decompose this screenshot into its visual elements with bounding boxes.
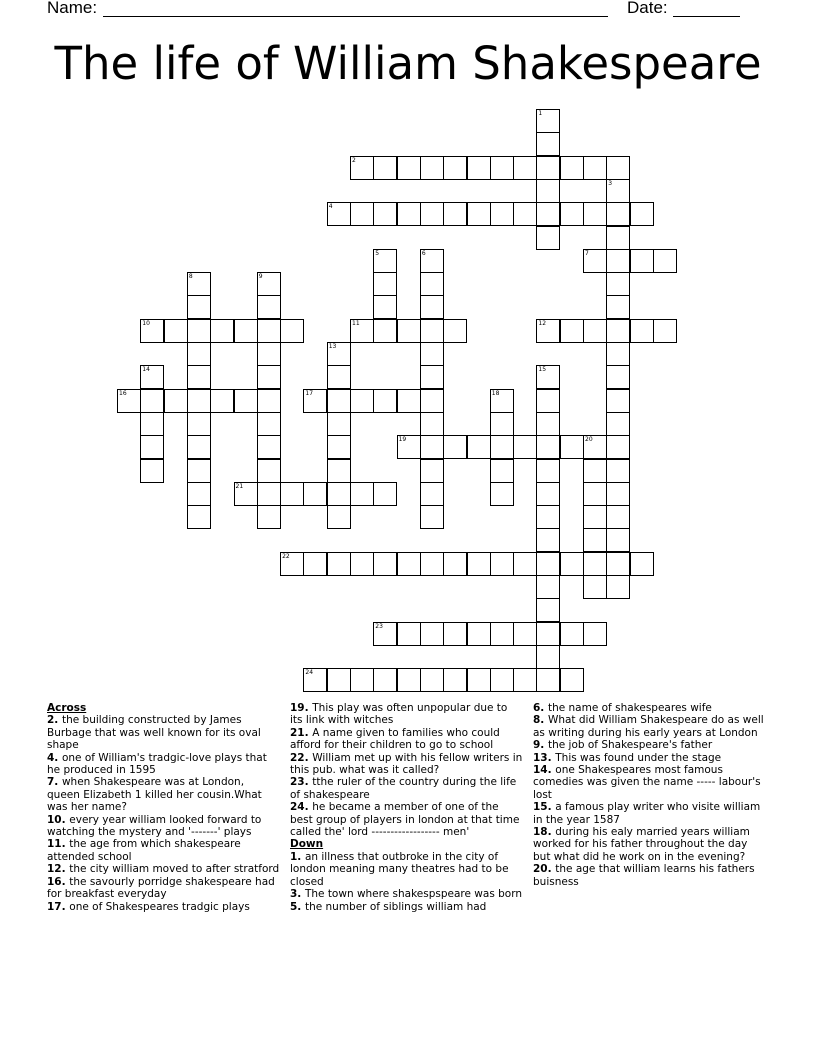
grid-cell[interactable] — [164, 389, 188, 413]
grid-cell[interactable] — [187, 272, 211, 296]
grid-cell[interactable] — [560, 319, 584, 343]
grid-cell[interactable] — [583, 505, 607, 529]
grid-cell[interactable] — [536, 645, 560, 669]
grid-cell[interactable] — [560, 202, 584, 226]
grid-cell[interactable] — [467, 156, 491, 180]
cell-number: 15 — [538, 366, 547, 374]
grid-cell[interactable] — [327, 435, 351, 459]
clue-item: 21. A name given to families who could afford for their children to go to school — [290, 726, 500, 752]
grid-cell[interactable] — [280, 482, 304, 506]
grid-cell[interactable] — [467, 668, 491, 692]
grid-cell[interactable] — [350, 319, 374, 343]
grid-cell[interactable] — [560, 668, 584, 692]
grid-cell[interactable] — [420, 295, 444, 319]
clue-item: 7. when Shakespeare was at London, queen Elizabeth 1 killed her cousin.What was her name? — [47, 776, 262, 814]
grid-cell[interactable] — [490, 622, 514, 646]
grid-cell[interactable] — [373, 156, 397, 180]
grid-cell[interactable] — [187, 342, 211, 366]
grid-cell[interactable] — [420, 482, 444, 506]
grid-cell[interactable] — [583, 156, 607, 180]
grid-cell[interactable] — [140, 319, 164, 343]
grid-cell[interactable] — [490, 668, 514, 692]
grid-cell[interactable] — [350, 389, 374, 413]
grid-cell[interactable] — [606, 202, 630, 226]
grid-cell[interactable] — [257, 342, 281, 366]
grid-cell[interactable] — [373, 552, 397, 576]
cell-number: 10 — [142, 319, 150, 327]
grid-cell[interactable] — [606, 552, 630, 576]
grid-cell[interactable] — [583, 482, 607, 506]
grid-cell[interactable] — [443, 202, 467, 226]
grid-cell[interactable] — [327, 202, 351, 226]
grid-cell[interactable] — [397, 622, 421, 646]
grid-cell[interactable] — [536, 552, 560, 576]
grid-cell[interactable] — [536, 528, 560, 552]
grid-cell[interactable] — [513, 435, 537, 459]
grid-cell[interactable] — [536, 226, 560, 250]
grid-cell[interactable] — [327, 412, 351, 436]
grid-cell[interactable] — [653, 319, 677, 343]
grid-cell[interactable] — [397, 319, 421, 343]
grid-cell[interactable] — [257, 389, 281, 413]
clue-item: 15. a famous play writer who visite william in the year 1587 — [533, 801, 761, 826]
grid-cell[interactable] — [257, 505, 281, 529]
grid-cell[interactable] — [536, 435, 560, 459]
grid-cell[interactable] — [583, 459, 607, 483]
grid-cell[interactable] — [234, 482, 258, 506]
grid-cell[interactable] — [187, 505, 211, 529]
grid-cell[interactable] — [140, 412, 164, 436]
clue-item: 8. What did William Shakespeare do as well as writing during his early years at London — [533, 714, 764, 739]
cell-number: 11 — [352, 319, 360, 327]
grid-cell[interactable] — [606, 459, 630, 483]
grid-cell[interactable] — [606, 342, 630, 366]
grid-cell[interactable] — [420, 668, 444, 692]
grid-cell[interactable] — [327, 668, 351, 692]
grid-cell[interactable] — [490, 412, 514, 436]
grid-cell[interactable] — [513, 668, 537, 692]
grid-cell[interactable] — [140, 389, 164, 413]
grid-cell[interactable] — [490, 482, 514, 506]
grid-cell[interactable] — [420, 389, 444, 413]
grid-cell[interactable] — [350, 552, 374, 576]
clue-item: 12. the city william moved to after stratford — [47, 863, 280, 876]
grid-cell[interactable] — [490, 156, 514, 180]
grid-cell[interactable] — [606, 272, 630, 296]
clue-item: 3. The town where shakespspeare was born — [290, 888, 523, 901]
grid-cell[interactable] — [606, 575, 630, 599]
clue-item: 19. This play was often unpopular due to its link with witches — [290, 702, 508, 727]
grid-cell[interactable] — [443, 622, 467, 646]
grid-cell[interactable] — [257, 319, 281, 343]
grid-cell[interactable] — [536, 598, 560, 622]
grid-cell[interactable] — [373, 389, 397, 413]
grid-cell[interactable] — [373, 668, 397, 692]
cell-number: 20 — [585, 436, 593, 444]
grid-cell[interactable] — [467, 202, 491, 226]
grid-cell[interactable] — [373, 482, 397, 506]
grid-cell[interactable] — [443, 668, 467, 692]
grid-cell[interactable] — [327, 552, 351, 576]
grid-cell[interactable] — [280, 319, 304, 343]
grid-cell[interactable] — [327, 389, 351, 413]
cell-number: 18 — [491, 389, 500, 397]
grid-cell[interactable] — [420, 622, 444, 646]
grid-cell[interactable] — [140, 459, 164, 483]
grid-cell[interactable] — [443, 552, 467, 576]
cell-number: 12 — [538, 319, 547, 327]
grid-cell[interactable] — [420, 505, 444, 529]
clue-item: 17. one of Shakespeares tradgic plays — [47, 900, 250, 913]
grid-cell[interactable] — [187, 319, 211, 343]
grid-cell[interactable] — [536, 482, 560, 506]
grid-cell[interactable] — [420, 365, 444, 389]
grid-cell[interactable] — [234, 389, 258, 413]
grid-cell[interactable] — [350, 156, 374, 180]
clue-column-2 — [290, 702, 523, 913]
grid-cell[interactable] — [490, 389, 514, 413]
grid-cell[interactable] — [536, 132, 560, 156]
grid-cell[interactable] — [210, 389, 234, 413]
grid-cell[interactable] — [234, 319, 258, 343]
grid-cell[interactable] — [397, 389, 421, 413]
grid-cell[interactable] — [257, 459, 281, 483]
grid-cell[interactable] — [140, 365, 164, 389]
grid-cell[interactable] — [513, 156, 537, 180]
grid-cell[interactable] — [490, 459, 514, 483]
grid-cell[interactable] — [257, 412, 281, 436]
grid-cell[interactable] — [583, 528, 607, 552]
grid-cell[interactable] — [327, 365, 351, 389]
grid-cell[interactable] — [327, 482, 351, 506]
grid-cell[interactable] — [443, 319, 467, 343]
clue-item: 4. one of William's tradgic-love plays that he produced in 1595 — [47, 751, 267, 777]
grid-cell[interactable] — [257, 482, 281, 506]
grid-cell[interactable] — [420, 202, 444, 226]
clue-item: 9. the job of Shakespeare's father — [533, 739, 713, 752]
grid-cell[interactable] — [420, 156, 444, 180]
grid-cell[interactable] — [327, 505, 351, 529]
grid-cell[interactable] — [536, 365, 560, 389]
grid-cell[interactable] — [606, 249, 630, 273]
cell-number: 24 — [305, 669, 314, 677]
clue-column-1 — [47, 702, 280, 913]
grid-cell[interactable] — [583, 575, 607, 599]
cell-number: 23 — [375, 622, 383, 630]
grid-cell[interactable] — [187, 482, 211, 506]
grid-cell[interactable] — [536, 109, 560, 133]
cell-number: 19 — [398, 436, 407, 444]
cell-number: 8 — [188, 273, 193, 281]
grid-cell[interactable] — [467, 552, 491, 576]
grid-cell[interactable] — [583, 319, 607, 343]
grid-cell[interactable] — [583, 552, 607, 576]
cell-number: 14 — [142, 366, 150, 374]
grid-cell[interactable] — [583, 202, 607, 226]
grid-cell[interactable] — [536, 412, 560, 436]
clue-column-3 — [533, 702, 766, 888]
clue-item: 14. one Shakespeares most famous comedies was given the name ----- labour's lost — [533, 764, 761, 801]
clue-item: 13. This was found under the stage — [533, 751, 722, 764]
grid-cell[interactable] — [420, 249, 444, 273]
cell-number: 6 — [421, 249, 426, 257]
grid-cell[interactable] — [397, 156, 421, 180]
grid-cell[interactable] — [560, 156, 584, 180]
grid-cell[interactable] — [140, 435, 164, 459]
grid-cell[interactable] — [443, 156, 467, 180]
grid-cell[interactable] — [536, 668, 560, 692]
grid-cell[interactable] — [327, 459, 351, 483]
grid-cell[interactable] — [536, 459, 560, 483]
grid-cell[interactable] — [653, 249, 677, 273]
grid-cell[interactable] — [536, 179, 560, 203]
clue-heading: Across — [47, 702, 87, 714]
grid-cell[interactable] — [536, 319, 560, 343]
grid-cell[interactable] — [443, 435, 467, 459]
grid-cell[interactable] — [350, 482, 374, 506]
grid-cell[interactable] — [257, 435, 281, 459]
grid-cell[interactable] — [513, 202, 537, 226]
name-label: Name: — [47, 0, 98, 17]
grid-cell[interactable] — [350, 202, 374, 226]
cell-number: 9 — [258, 273, 263, 281]
grid-cell[interactable] — [303, 552, 327, 576]
clue-item: 5. the number of siblings william had — [290, 900, 487, 913]
clue-item: 23. tthe ruler of the country during the life of shakespeare — [290, 776, 517, 801]
grid-cell[interactable] — [420, 412, 444, 436]
grid-cell[interactable] — [420, 272, 444, 296]
grid-cell[interactable] — [420, 552, 444, 576]
grid-cell[interactable] — [630, 202, 654, 226]
grid-cell[interactable] — [187, 412, 211, 436]
grid-cell[interactable] — [373, 622, 397, 646]
grid-cell[interactable] — [210, 319, 234, 343]
grid-cell[interactable] — [560, 552, 584, 576]
cell-number: 2 — [352, 156, 356, 164]
grid-cell[interactable] — [630, 552, 654, 576]
clue-item: 20. the age that william learns his fathers buisness — [533, 863, 755, 888]
grid-cell[interactable] — [490, 202, 514, 226]
clue-item: 24. he became a member of one of the best group of players in london at that time called the' lord ------------------ men' — [290, 801, 520, 839]
grid-cell[interactable] — [630, 319, 654, 343]
cell-number: 5 — [375, 249, 380, 257]
grid-cell[interactable] — [257, 365, 281, 389]
grid-cell[interactable] — [536, 505, 560, 529]
grid-cell[interactable] — [303, 389, 327, 413]
cell-number: 22 — [282, 552, 290, 560]
cell-number: 21 — [235, 482, 244, 490]
page-title: The life of William Shakespeare — [54, 37, 762, 90]
grid-cell[interactable] — [606, 319, 630, 343]
grid-cell[interactable] — [303, 668, 327, 692]
clue-heading: Down — [290, 838, 324, 851]
grid-cell[interactable] — [467, 435, 491, 459]
grid-cell[interactable] — [606, 389, 630, 413]
grid-cell[interactable] — [513, 622, 537, 646]
grid-cell[interactable] — [606, 528, 630, 552]
clue-item: 22. William met up with his fellow writers in this pub. what was it called? — [290, 751, 523, 777]
cell-number: 4 — [328, 203, 333, 211]
grid-cell[interactable] — [606, 435, 630, 459]
grid-cell[interactable] — [373, 249, 397, 273]
grid-cell[interactable] — [536, 156, 560, 180]
grid-cell[interactable] — [606, 156, 630, 180]
grid-cell[interactable] — [583, 622, 607, 646]
cell-number: 3 — [608, 179, 613, 187]
grid-cell[interactable] — [560, 622, 584, 646]
grid-cell[interactable] — [257, 295, 281, 319]
cell-number: 13 — [328, 343, 337, 350]
grid-cell[interactable] — [606, 482, 630, 506]
grid-cell[interactable] — [187, 389, 211, 413]
grid-cell[interactable] — [373, 295, 397, 319]
grid-cell[interactable] — [606, 412, 630, 436]
grid-cell[interactable] — [420, 435, 444, 459]
grid-cell[interactable] — [606, 365, 630, 389]
grid-cell[interactable] — [164, 319, 188, 343]
grid-cell[interactable] — [606, 295, 630, 319]
grid-cell[interactable] — [187, 435, 211, 459]
grid-cell[interactable] — [583, 249, 607, 273]
clue-item: 1. an illness that outbroke in the city of london meaning many theatres had to be closed — [290, 850, 509, 888]
grid-cell[interactable] — [187, 365, 211, 389]
clue-item: 10. every year william looked forward to watching the mystery and '-------' plays — [47, 813, 262, 839]
grid-cell[interactable] — [373, 202, 397, 226]
date-label: Date: — [627, 0, 668, 17]
grid-cell[interactable] — [420, 319, 444, 343]
clue-item: 16. the savourly porridge shakespeare had for breakfast everyday — [47, 875, 275, 901]
grid-cell[interactable] — [536, 389, 560, 413]
grid-cell[interactable] — [397, 435, 421, 459]
grid-cell[interactable] — [536, 202, 560, 226]
grid-cell[interactable] — [397, 668, 421, 692]
clue-item: 6. the name of shakespeares wife — [533, 702, 712, 714]
grid-cell[interactable] — [397, 552, 421, 576]
grid-cell[interactable] — [373, 319, 397, 343]
grid-cell[interactable] — [420, 342, 444, 366]
grid-cell[interactable] — [303, 482, 327, 506]
grid-cell[interactable] — [467, 622, 491, 646]
grid-cell[interactable] — [583, 435, 607, 459]
cell-number: 1 — [538, 110, 543, 117]
grid-cell[interactable] — [187, 295, 211, 319]
grid-cell[interactable] — [606, 505, 630, 529]
grid-cell[interactable] — [187, 459, 211, 483]
cell-number: 16 — [119, 389, 127, 397]
grid-cell[interactable] — [397, 202, 421, 226]
grid-cell[interactable] — [560, 435, 584, 459]
grid-cell[interactable] — [327, 342, 351, 366]
grid-cell[interactable] — [606, 179, 630, 203]
grid-cell[interactable] — [630, 249, 654, 273]
grid-cell[interactable] — [490, 435, 514, 459]
cell-number: 7 — [585, 249, 589, 257]
grid-cell[interactable] — [350, 668, 374, 692]
grid-cell[interactable] — [513, 552, 537, 576]
grid-cell[interactable] — [536, 575, 560, 599]
grid-cell[interactable] — [280, 552, 304, 576]
clue-item: 18. during his ealy married years william worked for his father throughout the day but what did he work on in the evening? — [533, 826, 750, 863]
grid-cell[interactable] — [490, 552, 514, 576]
grid-cell[interactable] — [606, 226, 630, 250]
clue-item: 11. the age from which shakespeare attended school — [47, 838, 241, 863]
grid-cell[interactable] — [536, 622, 560, 646]
grid-cell[interactable] — [117, 389, 141, 413]
clue-item: 2. the building constructed by James Burbage that was well known for its oval shape — [47, 714, 261, 752]
grid-cell[interactable] — [373, 272, 397, 296]
grid-cell[interactable] — [257, 272, 281, 296]
cell-number: 17 — [305, 389, 314, 397]
grid-cell[interactable] — [420, 459, 444, 483]
